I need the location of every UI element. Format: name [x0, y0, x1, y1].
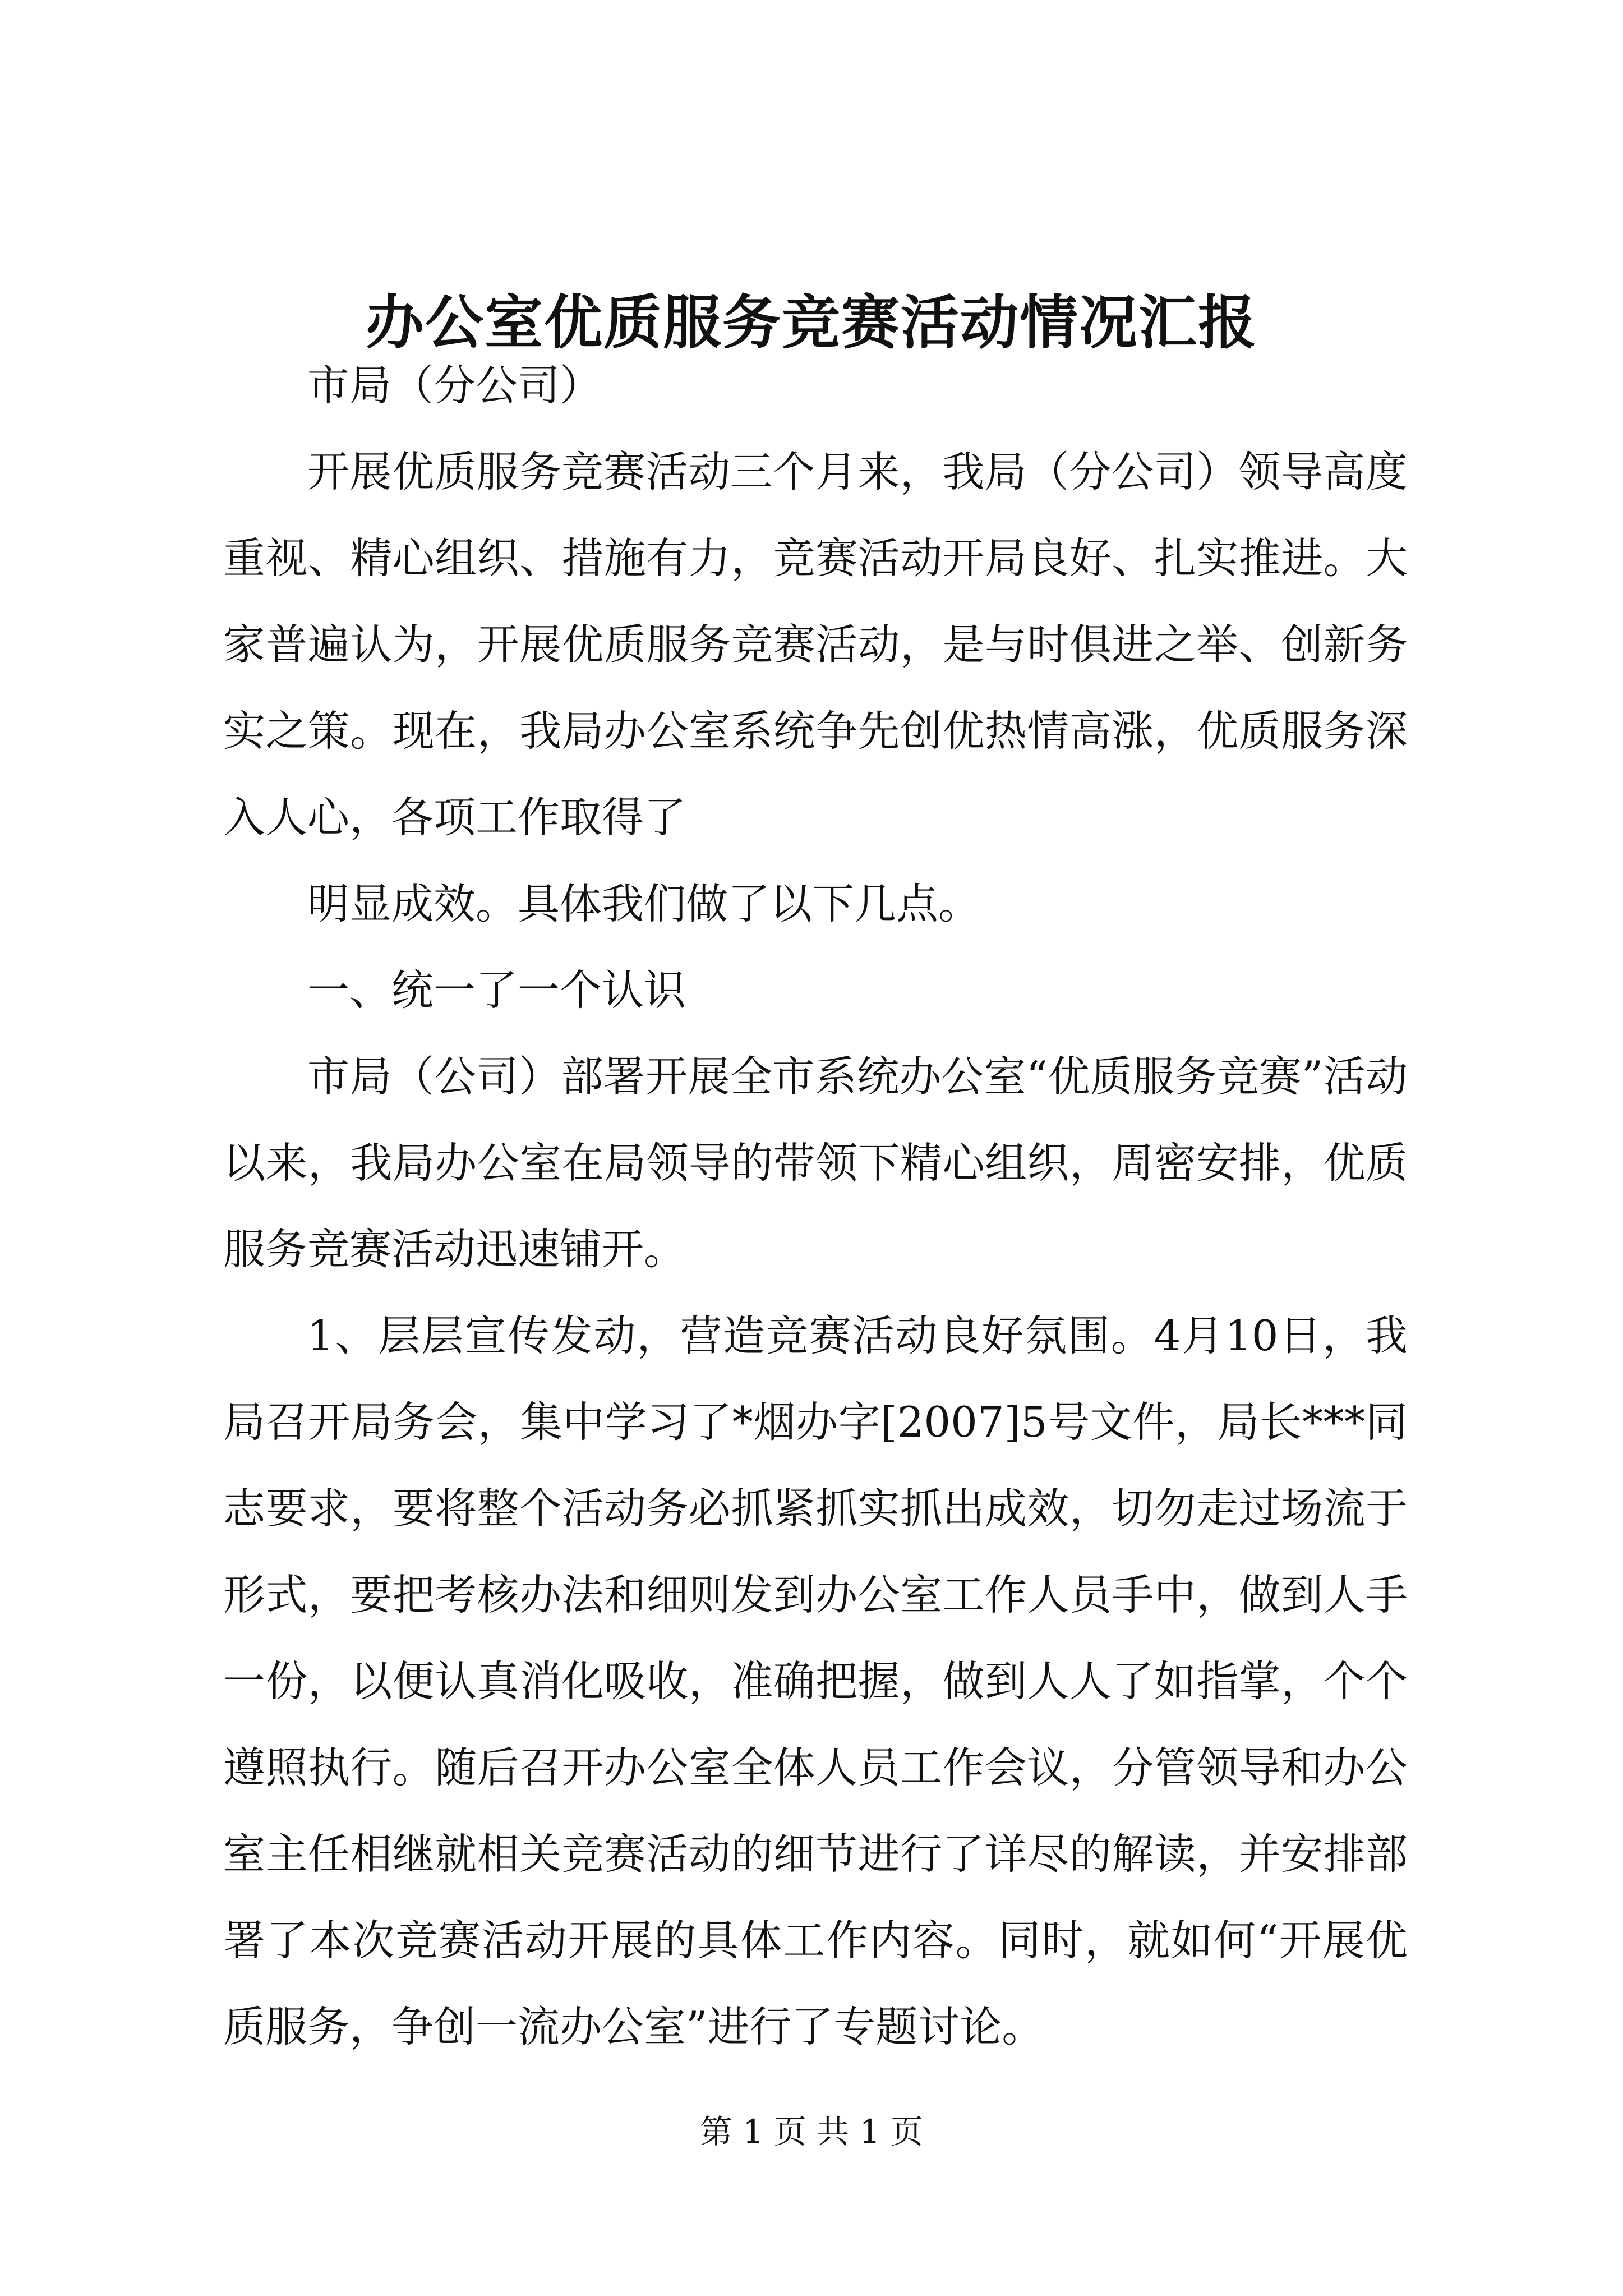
paragraph-item-1: 1、层层宣传发动，营造竞赛活动良好氛围。4月10日，我局召开局务会，集中学习了*烟办字[2007]5号文件，局长***同志要求，要将整个活动务必抓紧抓实抓出成效，切勿走过场流于形式，要把考核办法和细则发到办公室工作人员手中，做到人手一份，以便认真消化吸收，准确把握，做到人人了如指掌，个个遵照执行。随后召开办公室全体人员工作会议，分管领导和办公室主任相继就相关竞赛活动的细节进行了详尽的解读，并安排部署了本次竞赛活动开展的具体工作内容。同时，就如何“开展优质服务，争创一流办公室”进行了专题讨论。 — [223, 1311, 1408, 2051]
document-body — [223, 342, 1408, 2070]
document-title: 办公室优质服务竞赛活动情况汇报 — [365, 288, 1257, 357]
section-heading-1: 一、统一了一个认识 — [307, 965, 686, 1015]
page-footer: 第 1 页 共 1 页 — [700, 2113, 923, 2151]
paragraph-results: 明显成效。具体我们做了以下几点。 — [307, 879, 981, 928]
paragraph-deployment: 市局（公司）部署开展全市系统办公室“优质服务竞赛”活动以来，我局办公室在局领导的带领下精心组织，周密安排，优质服务竞赛活动迅速铺开。 — [223, 1052, 1408, 1274]
paragraph-salutation: 市局（分公司） — [307, 361, 602, 410]
paragraph-intro: 开展优质服务竞赛活动三个月来，我局（分公司）领导高度重视、精心组织、措施有力，竞赛活动开局良好、扎实推进。大家普遍认为，开展优质服务竞赛活动，是与时俱进之举、创新务实之策。现在，我局办公室系统争先创优热情高涨，优质服务深入人心，各项工作取得了 — [223, 447, 1408, 842]
